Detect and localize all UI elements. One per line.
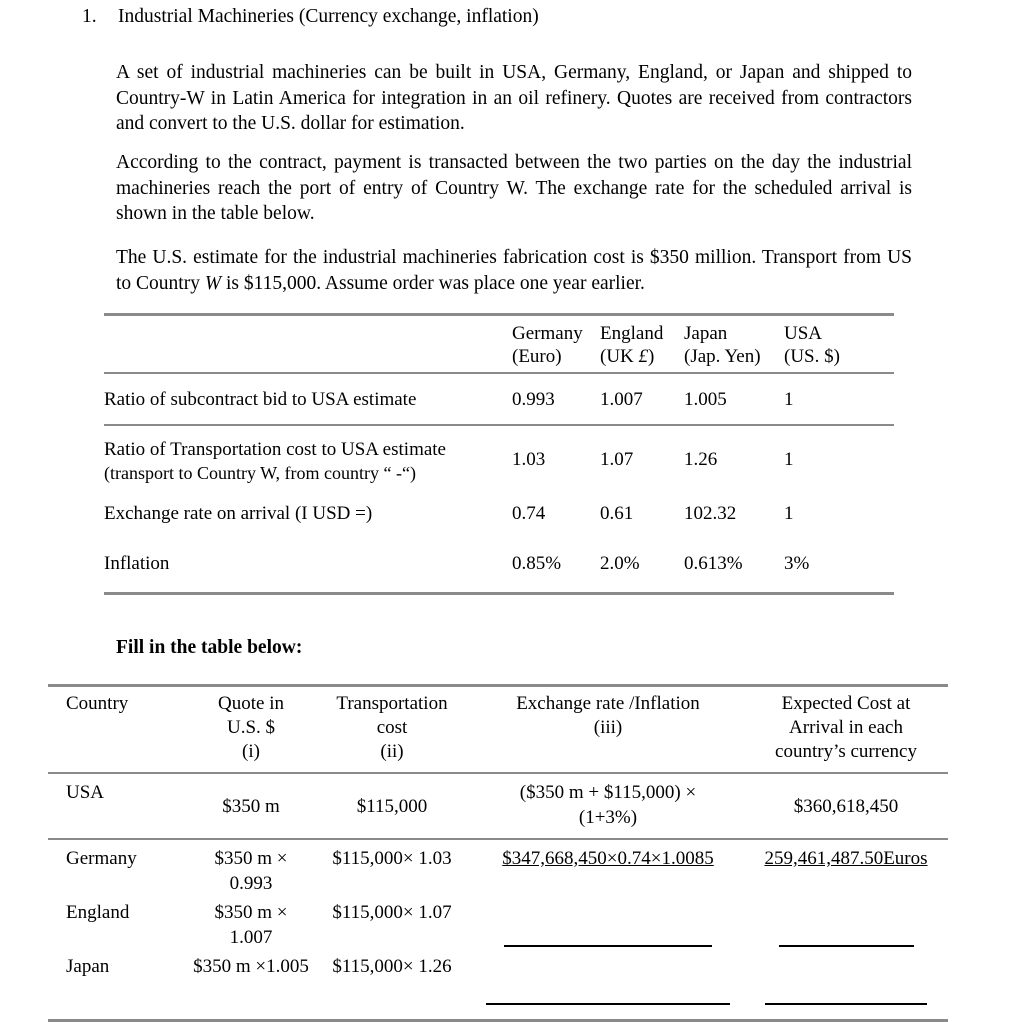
problem-title: Industrial Machineries (Currency exchange, inflation) [118, 6, 539, 27]
table1-header-blank-cell [104, 322, 512, 368]
country-w-italic: W [204, 272, 222, 294]
col-header-expected-cost [744, 692, 948, 764]
cell-exchange-l1: ($350 m + $115,000) × [519, 782, 697, 803]
cell-usa: 1 [784, 389, 794, 410]
answer-blank-wrap [744, 954, 948, 1005]
table-row [104, 526, 894, 592]
cell-quote-l1: $350 m × [214, 848, 288, 869]
cell-usa: 3% [784, 553, 810, 574]
table-row [104, 486, 894, 526]
cell-transport: $115,000× 1.07 [332, 902, 452, 923]
table1-header-england [600, 322, 684, 368]
cell-england: 0.61 [600, 503, 634, 524]
cell-england: 1.07 [600, 449, 634, 470]
header-currency-dollar: (US. $) [784, 346, 840, 367]
cell-quote [190, 846, 312, 896]
table-row [48, 774, 948, 838]
col-header-exchange-l1: Exchange rate /Inflation [516, 693, 700, 714]
col-header-transport-l1: Transportation [336, 693, 448, 714]
answer-blank-wrap [472, 954, 744, 1005]
table-row [48, 840, 948, 896]
exchange-data-table [104, 313, 894, 595]
header-currency-pound [600, 345, 684, 368]
answer-blank-line[interactable] [779, 944, 914, 947]
cell-germany: 0.74 [512, 503, 546, 524]
cell-exchange [472, 780, 744, 830]
cell-japan: 0.613% [684, 553, 743, 574]
answer-blank-line[interactable] [765, 1002, 927, 1005]
col-header-expected-l2: Arrival in each [789, 717, 903, 738]
table1-header-germany [512, 322, 600, 368]
answer-blank-wrap [744, 900, 948, 947]
cell-country: Japan [66, 956, 110, 977]
cell-expected-cost-blank[interactable] [744, 900, 948, 947]
answer-blank-wrap [472, 900, 744, 947]
row-label-exchange-rate: Exchange rate on arrival (I USD =) [104, 503, 373, 524]
cell-country: Germany [66, 848, 137, 869]
col-header-exchange-l2: (iii) [593, 717, 623, 738]
col-header-transportation [312, 692, 472, 764]
table1-header-japan [684, 322, 784, 368]
table1-header-row [104, 316, 894, 372]
answer-blank-line[interactable] [486, 1002, 730, 1005]
cell-expected-cost: $360,618,450 [793, 796, 899, 817]
cell-usa: 1 [784, 503, 794, 524]
paragraph-estimate-part1: The U.S. estimate for the industrial machineries fabrication cost is $350 million. Transport from US to Country [116, 247, 912, 294]
col-header-quote-l2: U.S. $ [226, 717, 276, 738]
col-header-exchange-inflation [472, 692, 744, 764]
header-country-germany: Germany [512, 323, 583, 344]
cell-usa: 1 [784, 449, 794, 470]
table-row [104, 374, 894, 424]
cell-exchange-blank[interactable] [472, 900, 744, 947]
cell-transport: $115,000× 1.03 [332, 848, 452, 869]
cell-transport: $115,000 [356, 796, 428, 817]
cell-germany: 0.993 [512, 389, 555, 410]
row-label-transport-ratio [104, 438, 512, 484]
cell-exchange-l2: (1+3%) [578, 807, 638, 828]
cell-england: 1.007 [600, 389, 643, 410]
paragraph-estimate [116, 245, 912, 296]
header-country-japan: Japan [684, 323, 728, 344]
problem-item [82, 4, 922, 30]
cell-quote-l1: $350 m × [214, 902, 288, 923]
col-header-transport-l3: (ii) [380, 741, 404, 762]
paragraph-intro: A set of industrial machineries can be built in USA, Germany, England, or Japan and shipped to Country-W in Latin America for integration in an oil refinery. Quotes are received from contractors and convert to the U.S. dollar for estimation. [116, 62, 912, 134]
pound-suffix: ) [648, 346, 655, 367]
cell-japan: 1.26 [684, 449, 718, 470]
col-header-expected-l3: country’s currency [775, 741, 917, 762]
col-header-quote-l1: Quote in [218, 693, 284, 714]
col-header-transport-l2: cost [376, 717, 408, 738]
header-currency-euro: (Euro) [512, 346, 562, 367]
table-row [48, 950, 948, 1019]
cell-japan: 1.005 [684, 389, 727, 410]
table1-header-usa [784, 322, 854, 368]
table-row [104, 426, 894, 486]
pound-prefix: (UK [600, 346, 639, 367]
header-currency-yen: (Jap. Yen) [684, 346, 761, 367]
header-country-usa: USA [784, 323, 823, 344]
cell-quote-l2: 0.993 [229, 873, 273, 894]
fill-in-table [48, 684, 948, 1022]
cell-quote-l2: 1.007 [229, 927, 273, 948]
cell-germany: 0.85% [512, 553, 562, 574]
fill-in-heading: Fill in the table below: [116, 637, 303, 658]
pound-sterling-icon: £ [638, 346, 649, 367]
col-header-expected-l1: Expected Cost at [781, 693, 911, 714]
row-label-inflation: Inflation [104, 553, 170, 574]
paragraph-contract: According to the contract, payment is transacted between the two parties on the day the industrial machineries reach the port of entry of Country W. The exchange rate for the scheduled arrival is shown in the table below. [116, 152, 912, 224]
cell-quote: $350 m ×1.005 [193, 956, 309, 977]
cell-exchange[interactable]: $347,668,450×0.74×1.0085 [502, 848, 714, 869]
cell-expected-cost-blank[interactable] [744, 954, 948, 1005]
header-country-england: England [600, 323, 664, 344]
paragraph-estimate-part2: is $115,000. Assume order was place one year earlier. [221, 272, 645, 294]
col-header-quote [190, 692, 312, 764]
cell-quote: $350 m [222, 796, 280, 817]
cell-exchange-blank[interactable] [472, 954, 744, 1005]
col-header-country: Country [66, 693, 129, 714]
cell-germany: 1.03 [512, 449, 546, 470]
cell-transport: $115,000× 1.26 [332, 956, 452, 977]
cell-quote [190, 900, 312, 950]
cell-expected-cost[interactable]: 259,461,487.50Euros [764, 848, 928, 869]
cell-country: England [66, 902, 130, 923]
table1-bottom-rule [104, 592, 894, 595]
table-row [48, 896, 948, 950]
col-header-quote-l3: (i) [242, 741, 260, 762]
row-label-subcontract-ratio: Ratio of subcontract bid to USA estimate [104, 389, 417, 410]
row-label-transport-main: Ratio of Transportation cost to USA estimate [104, 439, 446, 460]
cell-country: USA [66, 782, 105, 803]
cell-japan: 102.32 [684, 503, 737, 524]
row-label-transport-note: (transport to Country W, from country “ -“) [104, 463, 416, 483]
table2-header-row [48, 687, 948, 772]
cell-england: 2.0% [600, 553, 640, 574]
problem-number: 1. [82, 6, 97, 27]
answer-blank-line[interactable] [504, 944, 712, 947]
